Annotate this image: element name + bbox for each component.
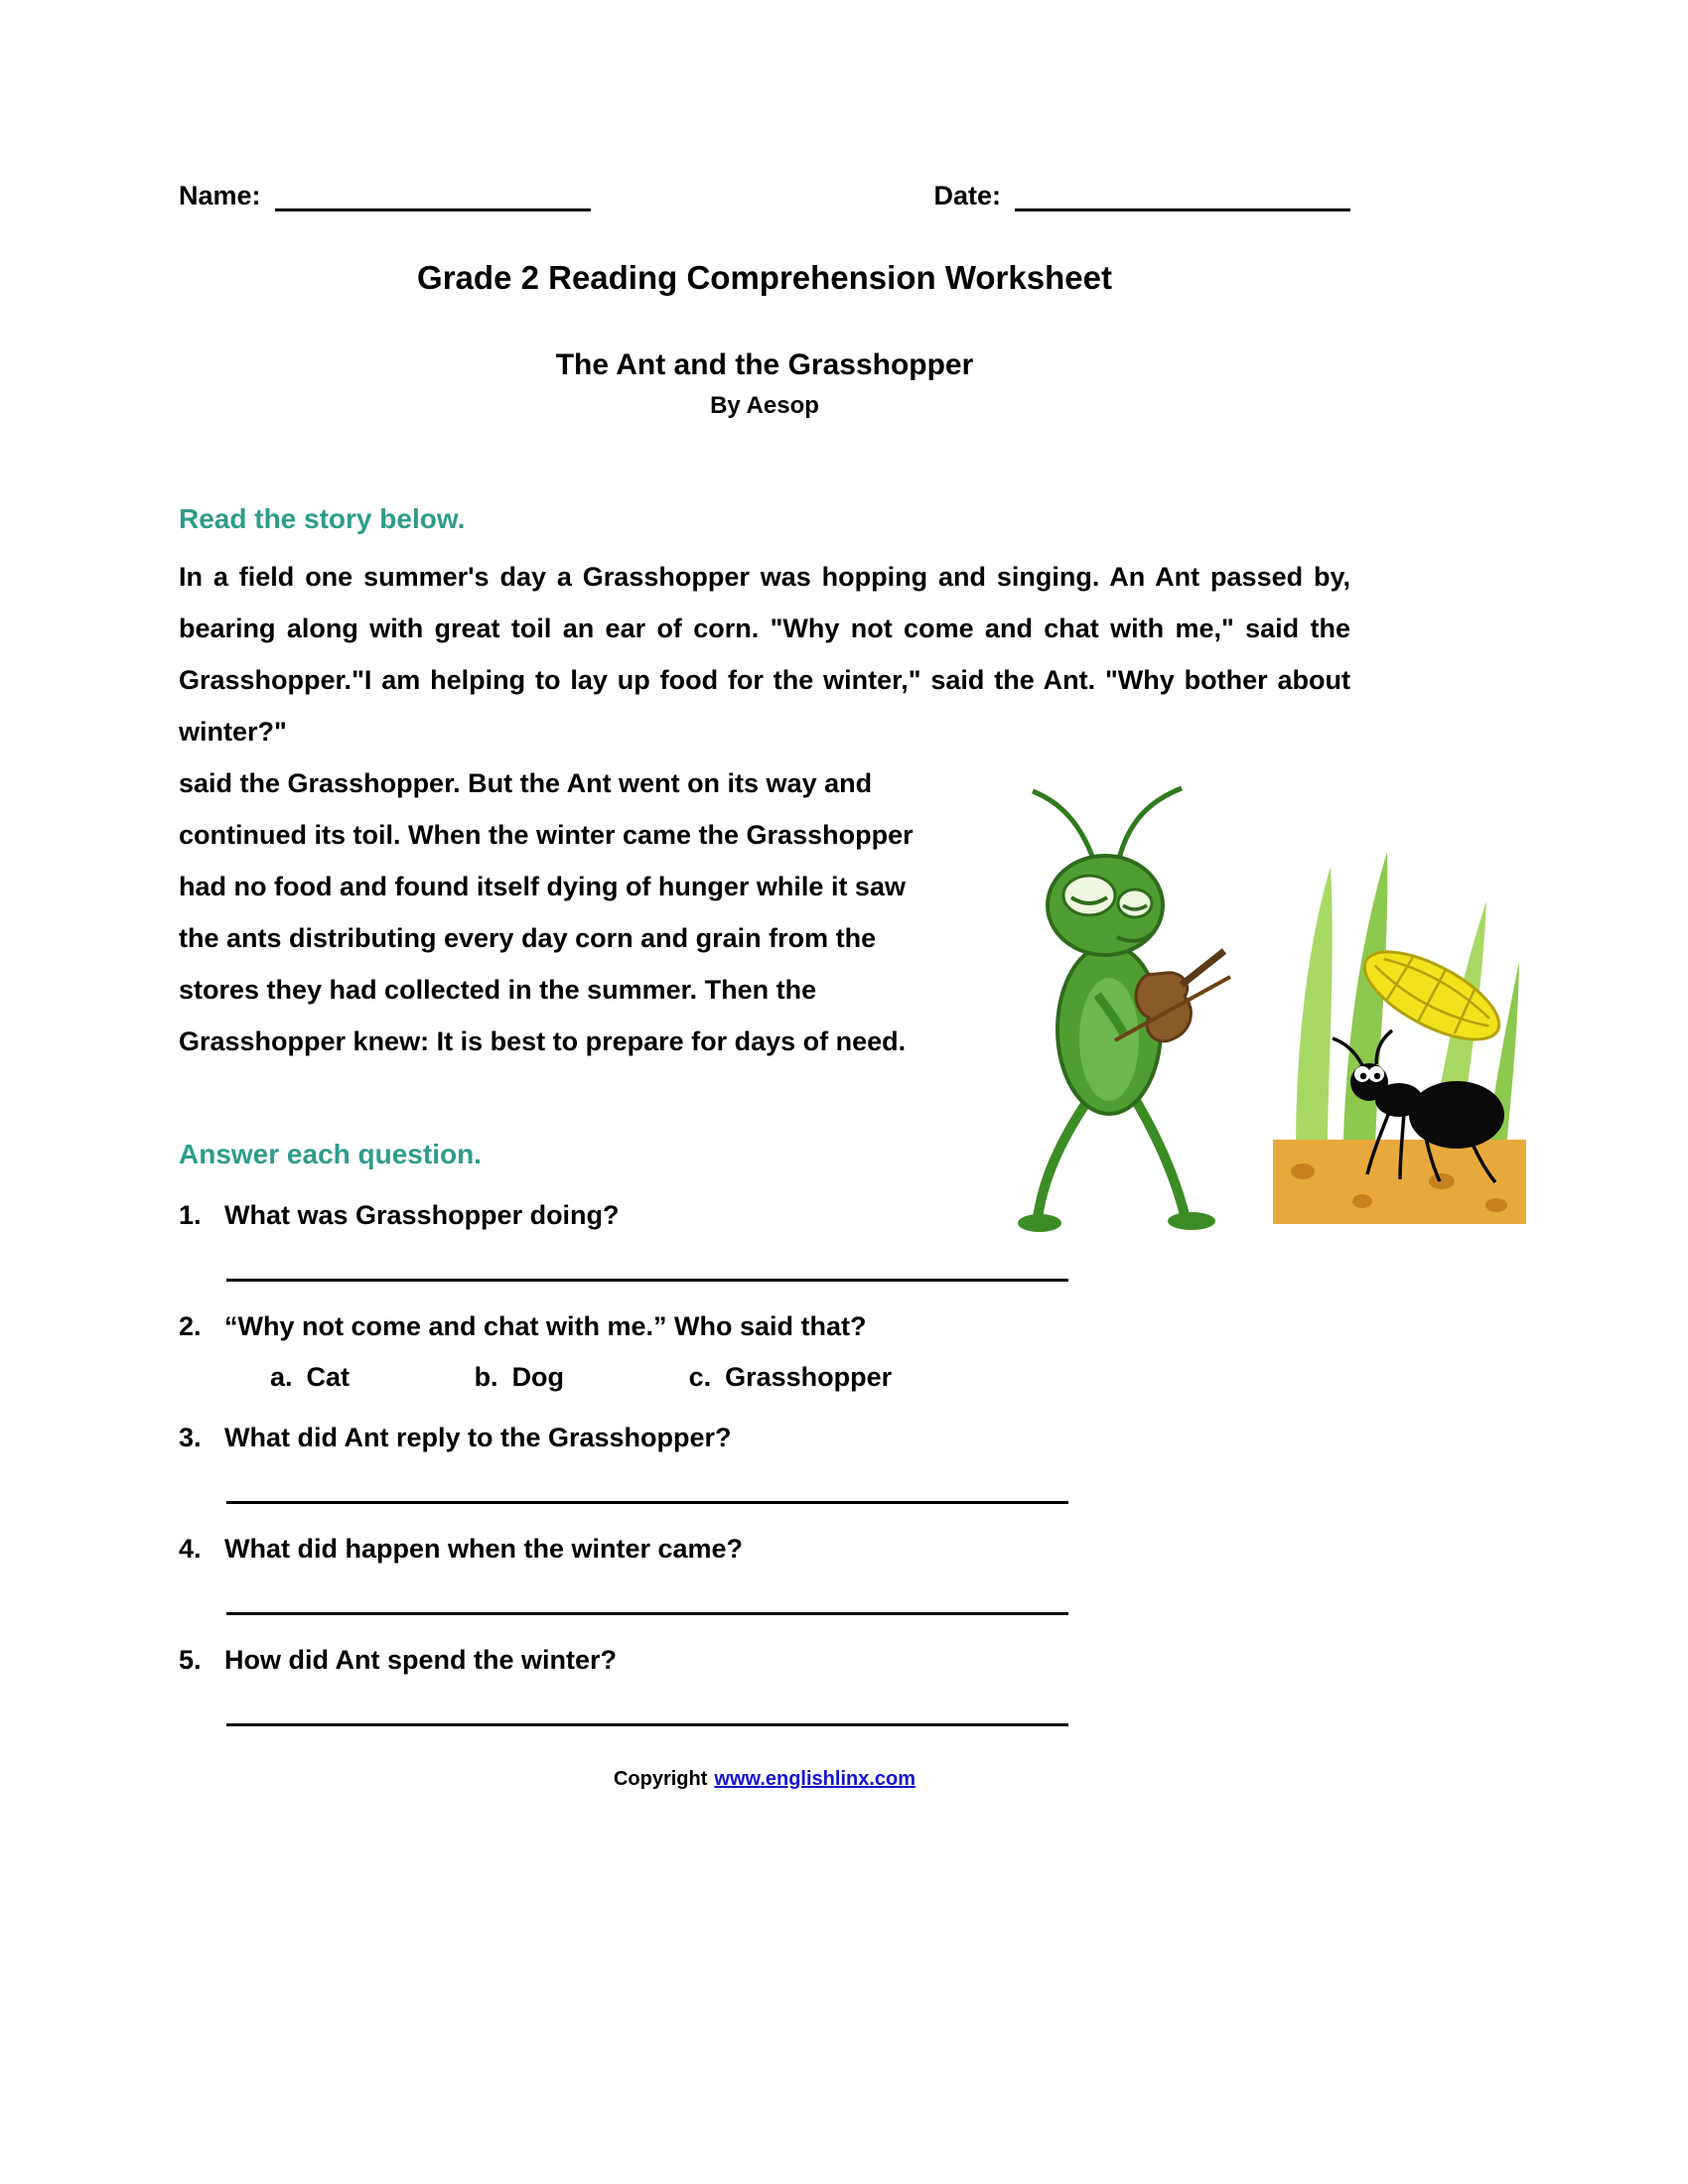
read-story-heading: Read the story below. — [179, 503, 466, 534]
name-label: Name: — [179, 181, 261, 210]
date-field — [933, 181, 1350, 211]
worksheet-title: Grade 2 Reading Comprehension Worksheet — [417, 259, 1112, 296]
question-number: 5. — [179, 1645, 202, 1675]
answer-blank-line-3 — [226, 1501, 1068, 1504]
question-number: 3. — [179, 1423, 202, 1452]
date-label: Date: — [933, 181, 1001, 210]
answer-blank-line-4 — [226, 1612, 1068, 1615]
option-b — [475, 1362, 564, 1393]
question-text: “Why not come and chat with me.” Who said that? — [224, 1311, 867, 1341]
option-label: Cat — [306, 1362, 351, 1392]
question-2 — [179, 1311, 1350, 1342]
story-illustrations — [998, 776, 1526, 1243]
story-title: The Ant and the Grasshopper — [555, 348, 974, 381]
option-letter: b. — [474, 1362, 498, 1392]
question-text: What was Grasshopper doing? — [224, 1200, 620, 1230]
answer-blank-line-5 — [226, 1723, 1068, 1726]
question-4 — [179, 1534, 1350, 1565]
date-blank-line — [1015, 185, 1350, 211]
question-text: What did Ant reply to the Grasshopper? — [224, 1423, 732, 1452]
option-label: Grasshopper — [725, 1362, 893, 1392]
answer-questions-heading: Answer each question. — [179, 1139, 482, 1169]
option-a — [270, 1362, 350, 1393]
name-field — [179, 181, 591, 211]
footer — [179, 1768, 1350, 1791]
header-row — [179, 181, 1350, 211]
question-text: What did happen when the winter came? — [224, 1534, 744, 1564]
option-label: Dog — [511, 1362, 565, 1392]
question-number: 2. — [179, 1311, 202, 1341]
copyright-label: Copyright — [613, 1768, 708, 1790]
question-text: How did Ant spend the winter? — [224, 1645, 617, 1675]
option-c — [689, 1362, 893, 1393]
question-3 — [179, 1423, 1350, 1453]
question-2-options — [179, 1362, 1350, 1393]
question-number: 4. — [179, 1534, 202, 1564]
option-letter: c. — [688, 1362, 712, 1392]
name-blank-line — [275, 185, 591, 211]
grasshopper-illustration — [998, 776, 1251, 1243]
story-paragraph-2: said the Grasshopper. But the Ant went on its way and continued its toil. When the winter came the Grasshopper had no food and found itself dying of hunger while it saw the ants distributing every day corn and grain from the stores they had collected in the summer. Then the Grasshopper knew: It is best to prepare for days of need. — [179, 768, 914, 1056]
englishlinx-link[interactable]: www.englishlinx.com — [714, 1768, 916, 1790]
ant-illustration — [1273, 812, 1526, 1224]
question-5 — [179, 1645, 1350, 1676]
story-author: By Aesop — [710, 392, 819, 419]
story-paragraph-1: In a field one summer's day a Grasshopper was hopping and singing. An Ant passed by, bearing along with great toil an ear of corn. "Why not come and chat with me," said the Grasshopper."I am helping to lay up food for the winter," said the Ant. "Why bother about winter?" — [179, 562, 1350, 747]
answer-blank-line-1 — [226, 1279, 1068, 1282]
option-letter: a. — [270, 1362, 293, 1392]
question-number: 1. — [179, 1200, 202, 1230]
